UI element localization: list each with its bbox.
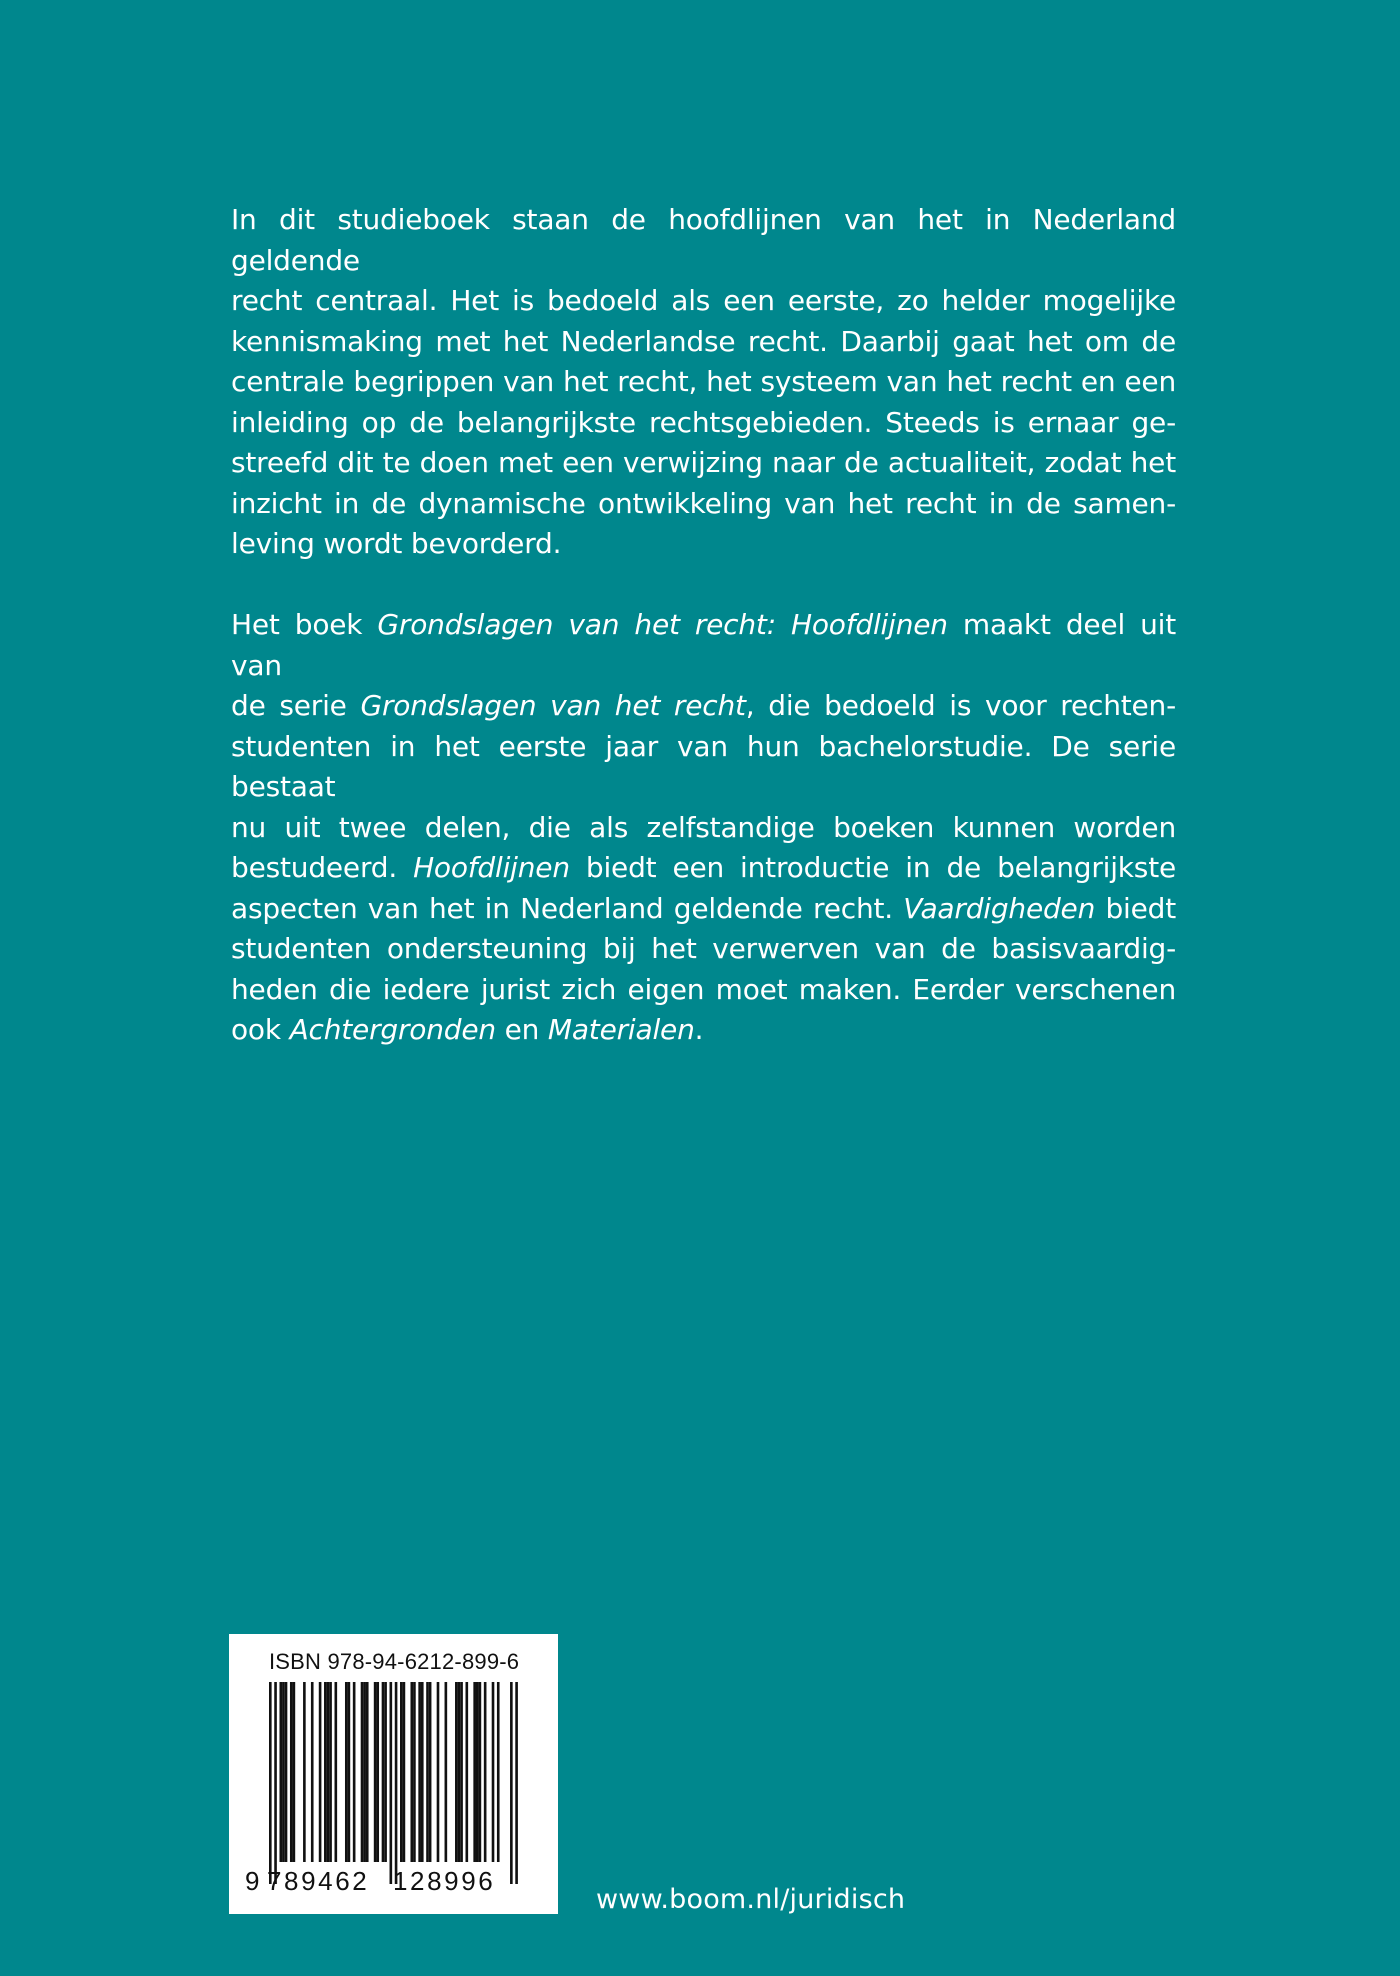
barcode-bar (413, 1682, 416, 1862)
text-line: inzicht in de dynamische ontwikkeling van het recht in de samen- (231, 486, 1176, 520)
barcode-bar (324, 1682, 327, 1862)
barcode-bar (437, 1682, 440, 1862)
text-line: studenten ondersteuning bij het verwerven van de basisvaardig- (231, 932, 1176, 965)
barcode-bar (390, 1682, 393, 1884)
barcode-bar (361, 1682, 364, 1862)
barcode-digits-left: 789462 (267, 1866, 370, 1896)
barcode-bar (279, 1682, 282, 1862)
text-line: In dit studieboek staan de hoofdlijnen van het in Nederland geldende (231, 203, 1176, 277)
isbn-label: ISBN 978-94-6212-899-6 (269, 1649, 520, 1674)
barcode-bar (311, 1682, 314, 1862)
barcode-bar (293, 1682, 296, 1862)
barcode-bar (466, 1682, 469, 1862)
text-line: streefd dit te doen met een verwijzing naar de actualiteit, zodat het (231, 446, 1176, 479)
barcode-bar (426, 1682, 429, 1862)
barcode-digits-right: 128996 (393, 1866, 496, 1896)
barcode-bar (395, 1682, 398, 1884)
series-title: Grondslagen van het recht (360, 689, 746, 722)
barcode-bar (285, 1682, 288, 1862)
paragraph-2 (231, 605, 1176, 1051)
title-achtergronden: Achtergronden (289, 1013, 496, 1046)
barcode-bar (484, 1682, 487, 1862)
barcode-bar (329, 1682, 332, 1862)
barcode-bar (476, 1682, 479, 1862)
barcode-bar (410, 1682, 413, 1862)
barcode-bar (429, 1682, 432, 1862)
barcode-bar (335, 1682, 338, 1862)
barcode-bar (353, 1682, 356, 1862)
barcode-bar (515, 1682, 518, 1884)
barcode-bar (460, 1682, 463, 1862)
barcode-bar (479, 1682, 482, 1862)
barcode-bar (421, 1682, 424, 1862)
barcode-bar (473, 1682, 476, 1862)
text-line: bestudeerd. Hoofdlijnen biedt een introductie in de belangrijkste (231, 851, 1176, 884)
barcode-bar (366, 1682, 369, 1862)
barcode-bar (400, 1682, 403, 1862)
barcode-bar (455, 1682, 458, 1862)
barcode-bar (384, 1682, 387, 1862)
barcode-bar (274, 1682, 277, 1884)
book-title: Grondslagen van het recht: Hoofdlijnen (377, 608, 948, 641)
text-line: heden die iedere jurist zich eigen moet maken. Eerder verschenen (231, 972, 1176, 1006)
barcode-bar (510, 1682, 513, 1884)
text-line: kennismaking met het Nederlandse recht. Daarbij gaat het om de (231, 324, 1176, 358)
barcode-bar (319, 1682, 322, 1862)
barcode-bar (348, 1682, 351, 1862)
barcode-bar (303, 1682, 306, 1862)
barcode-bar (269, 1682, 272, 1884)
website-url: www.boom.nl/juridisch (596, 1884, 906, 1915)
text-line: leving wordt bevorderd. (231, 527, 562, 560)
barcode-bar (290, 1682, 293, 1862)
text-line: centrale begrippen van het recht, het systeem van het recht en een (231, 365, 1176, 398)
text-line: Het boek Grondslagen van het recht: Hoofdlijnen maakt deel uit van (231, 608, 1177, 682)
text-line: nu uit twee delen, die als zelfstandige boeken kunnen worden (231, 810, 1176, 844)
barcode-bar (458, 1682, 461, 1862)
barcode-bar (374, 1682, 377, 1862)
text-line: studenten in het eerste jaar van hun bachelorstudie. De serie bestaat (231, 729, 1176, 803)
barcode-bar (382, 1682, 385, 1862)
text-line: inleiding op de belangrijkste rechtsgebieden. Steeds is ernaar ge- (231, 405, 1176, 439)
barcode-bar (445, 1682, 448, 1862)
barcode-bar (403, 1682, 406, 1862)
back-cover-text (231, 200, 1176, 1091)
title-materialen: Materialen (547, 1013, 695, 1046)
barcode-bar (282, 1682, 285, 1862)
barcode-bar (327, 1682, 330, 1862)
text-line: recht centraal. Het is bedoeld als een eerste, zo helder mogelijke (231, 284, 1176, 317)
barcode-bar (418, 1682, 421, 1862)
barcode-bar (492, 1682, 495, 1862)
title-vaardigheden: Vaardigheden (903, 891, 1096, 925)
barcode-bar (376, 1682, 379, 1862)
paragraph-1 (231, 200, 1176, 565)
text-line: ook Achtergronden en Materialen. (231, 1013, 704, 1046)
isbn-barcode (229, 1634, 558, 1914)
barcode-digit-first: 9 (245, 1866, 260, 1896)
barcode-bar (345, 1682, 348, 1862)
barcode-bar (497, 1682, 500, 1862)
title-hoofdlijnen: Hoofdlijnen (413, 851, 570, 884)
text-line: de serie Grondslagen van het recht, die bedoeld is voor rechten- (231, 689, 1176, 722)
barcode-bar (363, 1682, 366, 1862)
text-line: aspecten van het in Nederland geldende recht. Vaardigheden biedt (231, 891, 1176, 925)
